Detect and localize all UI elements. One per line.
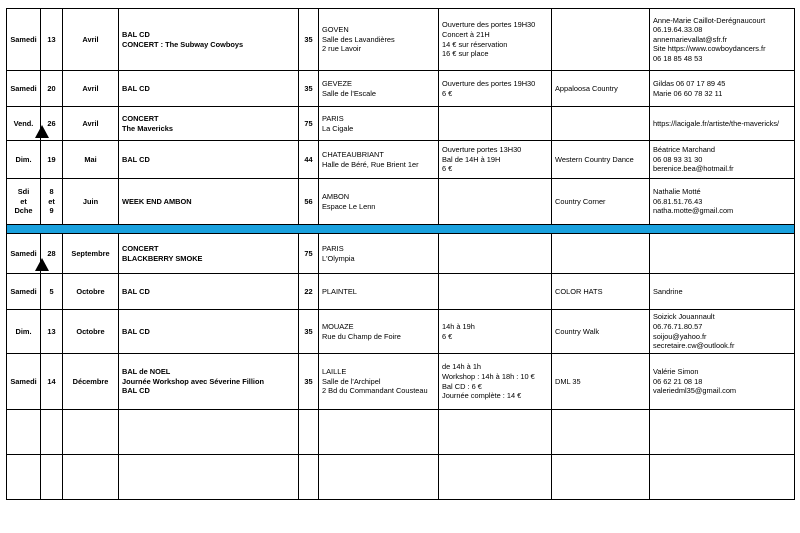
contact-cell xyxy=(650,179,795,225)
club-cell xyxy=(552,234,650,274)
info-line: Journée complète : 14 € xyxy=(442,391,522,401)
table-row xyxy=(7,179,795,225)
month-cell: Septembre xyxy=(63,234,119,274)
date-number-cell xyxy=(41,71,63,107)
event-cell xyxy=(119,274,299,310)
month-cell: Juin xyxy=(63,179,119,225)
day-line: Dim. xyxy=(15,326,32,336)
date-number-line: 9 xyxy=(49,206,54,216)
date-number-cell xyxy=(41,274,63,310)
department-cell: 56 xyxy=(299,179,319,225)
info-line: Bal de 14H à 19H xyxy=(442,154,501,164)
info-cell xyxy=(439,107,552,141)
info-line: 6 € xyxy=(442,331,453,341)
venue-line: MOUAZE xyxy=(322,321,354,331)
club-line: Country Walk xyxy=(555,326,600,336)
empty-row xyxy=(7,410,795,455)
month-cell: Octobre xyxy=(63,310,119,354)
contact-line: Soizick Jouannault xyxy=(653,312,715,322)
month-cell: Avril xyxy=(63,107,119,141)
info-line: 14 € sur réservation xyxy=(442,39,508,49)
contact-line: Valérie Simon xyxy=(653,367,699,377)
event-cell xyxy=(119,179,299,225)
club-cell xyxy=(552,179,650,225)
date-number-line: 13 xyxy=(47,326,56,336)
venue-cell xyxy=(319,274,439,310)
date-number-line: 28 xyxy=(47,248,56,258)
venue-cell xyxy=(319,179,439,225)
department-cell: 35 xyxy=(299,354,319,410)
event-line: BAL CD xyxy=(122,286,150,296)
contact-line: secretaire.cw@outlook.fr xyxy=(653,341,735,351)
events-table xyxy=(6,8,795,500)
venue-cell xyxy=(319,71,439,107)
contact-cell xyxy=(650,310,795,354)
info-cell xyxy=(439,234,552,274)
separator-row xyxy=(7,225,795,234)
info-line: Ouverture portes 13H30 xyxy=(442,145,522,155)
club-cell xyxy=(552,9,650,71)
info-line: Concert à 21H xyxy=(442,29,490,39)
venue-line: Salle de l'Archipel xyxy=(322,376,381,386)
date-number-line: 26 xyxy=(47,118,56,128)
date-number-line: 19 xyxy=(47,154,56,164)
info-line: 14h à 19h xyxy=(442,321,475,331)
venue-line: PARIS xyxy=(322,113,344,123)
venue-line: GEVEZE xyxy=(322,78,352,88)
day-cell xyxy=(7,71,41,107)
day-line: Samedi xyxy=(10,34,37,44)
contact-line: natha.motte@gmail.com xyxy=(653,206,734,216)
info-cell xyxy=(439,9,552,71)
venue-cell xyxy=(319,234,439,274)
event-line: BAL CD xyxy=(122,386,150,396)
table-row xyxy=(7,234,795,274)
event-line: CONCERT : The Subway Cowboys xyxy=(122,39,244,49)
event-cell xyxy=(119,310,299,354)
contact-line[interactable]: https://lacigale.fr/artiste/the-mavericks/ xyxy=(653,118,780,128)
event-cell xyxy=(119,141,299,179)
contact-cell xyxy=(650,234,795,274)
event-cell xyxy=(119,9,299,71)
department-cell: 35 xyxy=(299,71,319,107)
table-row xyxy=(7,310,795,354)
date-number-line: et xyxy=(48,196,55,206)
department-cell: 75 xyxy=(299,234,319,274)
day-cell xyxy=(7,354,41,410)
venue-cell xyxy=(319,310,439,354)
venue-line: GOVEN xyxy=(322,25,349,35)
info-line: de 14h à 1h xyxy=(442,362,482,372)
venue-line: Salle de l'Escale xyxy=(322,88,376,98)
info-cell xyxy=(439,71,552,107)
info-cell xyxy=(439,354,552,410)
venue-line: CHATEAUBRIANT xyxy=(322,149,384,159)
contact-line: 06.76.71.80.57 xyxy=(653,321,703,331)
contact-line: 06 62 21 08 18 xyxy=(653,376,703,386)
venue-line: 2 Bd du Commandant Cousteau xyxy=(322,386,428,396)
venue-line: Salle des Lavandières xyxy=(322,34,395,44)
venue-line: L'Olympia xyxy=(322,253,355,263)
contact-line: Site https://www.cowboydancers.fr xyxy=(653,44,766,54)
info-line: 6 € xyxy=(442,88,453,98)
club-cell xyxy=(552,274,650,310)
club-line: Appaloosa Country xyxy=(555,83,618,93)
venue-cell xyxy=(319,9,439,71)
day-line: Samedi xyxy=(10,376,37,386)
table-row xyxy=(7,354,795,410)
event-cell xyxy=(119,107,299,141)
month-cell: Avril xyxy=(63,9,119,71)
event-line: CONCERT xyxy=(122,113,159,123)
contact-cell xyxy=(650,354,795,410)
info-line: Ouverture des portes 19H30 xyxy=(442,78,536,88)
month-cell: Avril xyxy=(63,71,119,107)
contact-cell xyxy=(650,107,795,141)
day-line: Samedi xyxy=(10,286,37,296)
department-cell: 35 xyxy=(299,9,319,71)
info-cell xyxy=(439,141,552,179)
date-number-cell xyxy=(41,179,63,225)
day-cell xyxy=(7,107,41,141)
day-cell xyxy=(7,310,41,354)
contact-line: berenice.bea@hotmail.fr xyxy=(653,164,734,174)
date-number-line: 8 xyxy=(49,187,54,197)
date-number-line: 13 xyxy=(47,34,56,44)
contact-line: Anne-Marie Caillot-Derégnaucourt xyxy=(653,15,766,25)
event-line: CONCERT xyxy=(122,243,159,253)
contact-line: annemarievallat@sfr.fr xyxy=(653,34,728,44)
club-cell xyxy=(552,141,650,179)
venue-cell xyxy=(319,141,439,179)
contact-cell xyxy=(650,71,795,107)
day-cell xyxy=(7,141,41,179)
day-cell xyxy=(7,9,41,71)
day-cell xyxy=(7,234,41,274)
contact-line: soijou@yahoo.fr xyxy=(653,331,707,341)
triangle-marker-icon xyxy=(35,258,49,271)
info-line: 16 € sur place xyxy=(442,49,489,59)
event-line: The Mavericks xyxy=(122,123,173,133)
info-line: 6 € xyxy=(442,164,453,174)
department-cell: 35 xyxy=(299,310,319,354)
info-cell xyxy=(439,274,552,310)
contact-line: 06 18 85 48 53 xyxy=(653,53,703,63)
day-line: Sdi xyxy=(17,187,30,197)
date-number-cell xyxy=(41,9,63,71)
table-row xyxy=(7,141,795,179)
day-cell xyxy=(7,179,41,225)
club-cell xyxy=(552,107,650,141)
venue-line: PARIS xyxy=(322,243,344,253)
club-line: COLOR HATS xyxy=(555,286,603,296)
venue-line: LAILLE xyxy=(322,367,347,377)
department-cell: 44 xyxy=(299,141,319,179)
venue-line: Rue du Champ de Foire xyxy=(322,331,401,341)
date-number-line: 14 xyxy=(47,376,56,386)
department-cell: 75 xyxy=(299,107,319,141)
venue-line: La Cigale xyxy=(322,123,354,133)
info-cell xyxy=(439,310,552,354)
club-line: Country Corner xyxy=(555,196,606,206)
club-cell xyxy=(552,71,650,107)
department-cell: 22 xyxy=(299,274,319,310)
empty-row xyxy=(7,455,795,500)
venue-cell xyxy=(319,354,439,410)
day-cell xyxy=(7,274,41,310)
event-cell xyxy=(119,234,299,274)
day-line: Dche xyxy=(14,206,33,216)
event-cell xyxy=(119,354,299,410)
club-line: Western Country Dance xyxy=(555,154,634,164)
contact-line: Marie 06 60 78 32 11 xyxy=(653,88,723,98)
venue-line: Halle de Béré, Rue Brient 1er xyxy=(322,159,419,169)
contact-cell xyxy=(650,274,795,310)
event-line: BAL de NOEL xyxy=(122,367,171,377)
contact-line: Béatrice Marchand xyxy=(653,145,716,155)
month-cell: Décembre xyxy=(63,354,119,410)
contact-cell xyxy=(650,141,795,179)
event-line: Journée Workshop avec Séverine Fillion xyxy=(122,376,264,386)
table-row xyxy=(7,274,795,310)
contact-line: Gildas 06 07 17 89 45 xyxy=(653,78,726,88)
triangle-marker-icon xyxy=(35,125,49,138)
table-row xyxy=(7,107,795,141)
event-cell xyxy=(119,71,299,107)
event-line: BAL CD xyxy=(122,83,150,93)
venue-line: Espace Le Lenn xyxy=(322,201,376,211)
contact-line: 06 08 93 31 30 xyxy=(653,154,703,164)
date-number-line: 5 xyxy=(49,286,54,296)
contact-line: 06.81.51.76.43 xyxy=(653,196,703,206)
contact-line: Nathalie Motté xyxy=(653,187,701,197)
contact-cell xyxy=(650,9,795,71)
day-line: Vend. xyxy=(13,118,34,128)
event-line: WEEK END AMBON xyxy=(122,196,192,206)
date-number-cell xyxy=(41,354,63,410)
month-cell: Octobre xyxy=(63,274,119,310)
info-line: Workshop : 14h à 18h : 10 € xyxy=(442,371,535,381)
event-line: BAL CD xyxy=(122,326,150,336)
month-cell: Mai xyxy=(63,141,119,179)
venue-line: 2 rue Lavoir xyxy=(322,44,362,54)
table-row xyxy=(7,71,795,107)
day-line: Samedi xyxy=(10,248,37,258)
club-cell xyxy=(552,354,650,410)
date-number-line: 20 xyxy=(47,83,56,93)
day-line: Dim. xyxy=(15,154,32,164)
info-line: Bal CD : 6 € xyxy=(442,381,482,391)
event-line: BAL CD xyxy=(122,29,150,39)
day-line: Samedi xyxy=(10,83,37,93)
club-line: DML 35 xyxy=(555,376,581,386)
date-number-cell xyxy=(41,141,63,179)
separator-bar xyxy=(7,225,795,234)
club-cell xyxy=(552,310,650,354)
venue-line: AMBON xyxy=(322,191,350,201)
event-line: BLACKBERRY SMOKE xyxy=(122,253,203,263)
table-row xyxy=(7,9,795,71)
contact-line: 06.19.64.33.08 xyxy=(653,25,703,35)
contact-line: Sandrine xyxy=(653,286,683,296)
venue-cell xyxy=(319,107,439,141)
venue-line: PLAINTEL xyxy=(322,286,357,296)
contact-line: valeriedml35@gmail.com xyxy=(653,386,737,396)
event-line: BAL CD xyxy=(122,154,150,164)
date-number-cell xyxy=(41,310,63,354)
info-line: Ouverture des portes 19H30 xyxy=(442,20,536,30)
info-cell xyxy=(439,179,552,225)
day-line: et xyxy=(20,196,27,206)
